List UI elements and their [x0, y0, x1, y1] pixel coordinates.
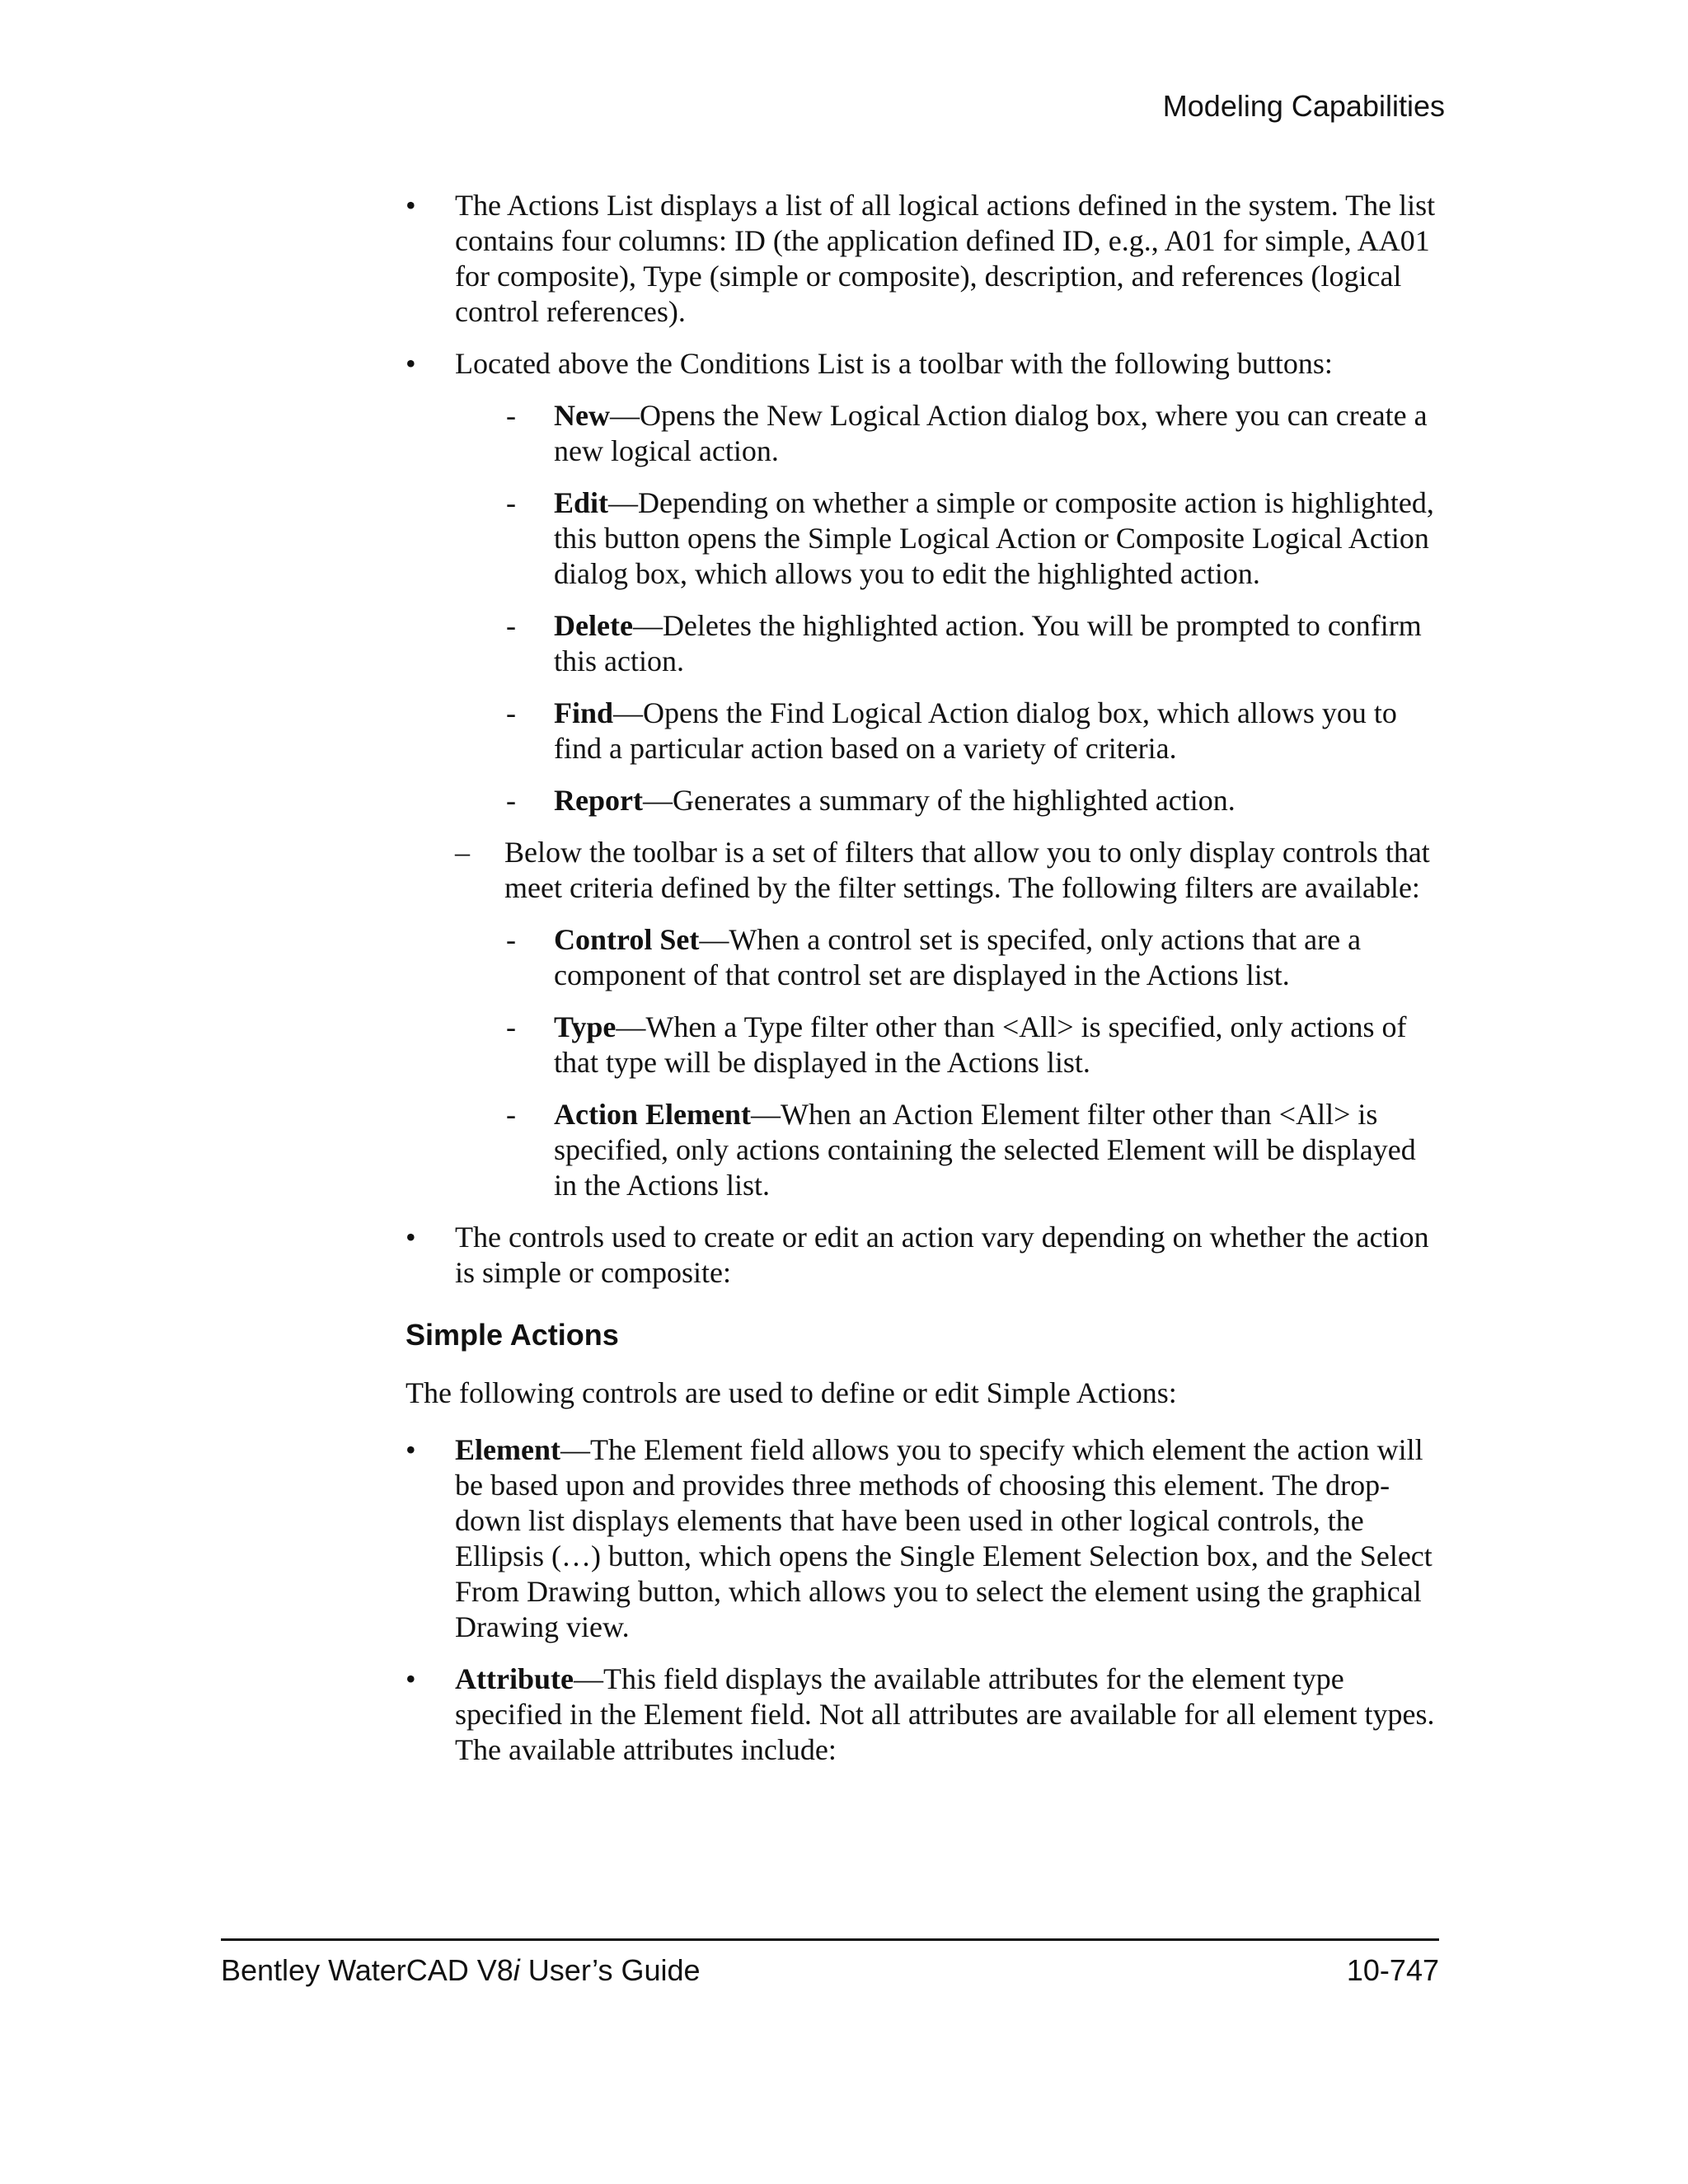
en-dash-icon: – [455, 836, 470, 869]
dash-icon: - [506, 609, 516, 642]
term: Action Element [554, 1098, 751, 1131]
running-head: Modeling Capabilities [1162, 89, 1445, 123]
list-item-text: The Actions List displays a list of all logical actions defined in the system. The list contains four columns: ID (the application defined ID, e.g., A01 for simple, AA01 for composite), Type (simple or composite), description, and references (logical control references). [455, 189, 1436, 328]
page-body [406, 188, 1438, 1784]
term: Delete [554, 609, 633, 642]
description: —The Element field allows you to specify which element the action will be based upon and provides three methods of choosing this element. The drop-down list displays elements that have been used in other logical controls, the Ellipsis (…) button, which opens the Single Element Selection box, and the Select From Drawing button, which allows you to select the element using the graphical Drawing view. [455, 1433, 1432, 1643]
dash-icon: - [506, 399, 516, 432]
term: Type [554, 1010, 617, 1043]
list-item [406, 1220, 1438, 1291]
term: New [554, 399, 610, 432]
filters-intro [406, 835, 1438, 906]
toolbar-item-delete [406, 608, 1438, 679]
list-item-text: The controls used to create or edit an action vary depending on whether the action is simple or composite: [455, 1221, 1429, 1289]
footer-divider [221, 1938, 1439, 1941]
description: —Opens the New Logical Action dialog box, where you can create a new logical action. [554, 399, 1428, 467]
list-item [406, 188, 1438, 330]
list-item [406, 346, 1438, 382]
description: —When a Type filter other than <All> is specified, only actions of that type will be displayed in the Actions list. [554, 1010, 1407, 1079]
description: —Generates a summary of the highlighted action. [642, 784, 1236, 817]
description: —When an Action Element filter other than <All> is specified, only actions containing the selected Element will be displayed in the Actions list. [554, 1098, 1416, 1202]
term: Attribute [455, 1662, 574, 1695]
simple-item-element [406, 1432, 1438, 1645]
bullet-icon: • [406, 1662, 416, 1695]
footer-title [221, 1953, 701, 1988]
term: Report [554, 784, 643, 817]
footer-title-prefix: Bentley WaterCAD V8 [221, 1953, 513, 1987]
description: —Depending on whether a simple or composite action is highlighted, this button opens the Simple Logical Action or Composite Logical Action dialog box, which allows you to edit the highlighted action. [554, 486, 1434, 590]
bullet-icon: • [406, 1433, 416, 1466]
toolbar-item-edit [406, 485, 1438, 592]
term: Find [554, 696, 614, 729]
dash-icon: - [506, 486, 516, 519]
description: —This field displays the available attributes for the element type specified in the Element field. Not all attributes are available for all element types. The available attributes include: [455, 1662, 1435, 1766]
filter-item-control-set [406, 922, 1438, 993]
dash-icon: - [506, 923, 516, 956]
term: Element [455, 1433, 560, 1466]
section-heading: Simple Actions [406, 1318, 619, 1352]
filter-item-type [406, 1010, 1438, 1080]
dash-icon: - [506, 1098, 516, 1131]
description: —Opens the Find Logical Action dialog box, which allows you to find a particular action based on a variety of criteria. [554, 696, 1397, 765]
description: —Deletes the highlighted action. You will be prompted to confirm this action. [554, 609, 1422, 677]
dash-icon: - [506, 696, 516, 729]
toolbar-item-find [406, 696, 1438, 766]
section-intro: The following controls are used to define or edit Simple Actions: [406, 1376, 1177, 1409]
description: —When a control set is specifed, only actions that are a component of that control set are displayed in the Actions list. [554, 923, 1362, 991]
filter-item-action-element [406, 1097, 1438, 1203]
bullet-icon: • [406, 189, 416, 222]
toolbar-item-report [406, 783, 1438, 818]
dash-icon: - [506, 784, 516, 817]
bullet-icon: • [406, 347, 416, 380]
bullet-icon: • [406, 1221, 416, 1254]
list-item-text: Below the toolbar is a set of filters that allow you to only display controls that meet criteria defined by the filter settings. The following filters are available: [504, 836, 1430, 904]
term: Control Set [554, 923, 700, 956]
footer-title-suffix: User’s Guide [519, 1953, 701, 1987]
list-item-text: Located above the Conditions List is a toolbar with the following buttons: [455, 347, 1333, 380]
page-number: 10-747 [1346, 1953, 1439, 1987]
simple-item-attribute [406, 1661, 1438, 1768]
dash-icon: - [506, 1010, 516, 1043]
term: Edit [554, 486, 609, 519]
toolbar-item-new [406, 398, 1438, 469]
footer-title-italic: i [513, 1953, 520, 1987]
